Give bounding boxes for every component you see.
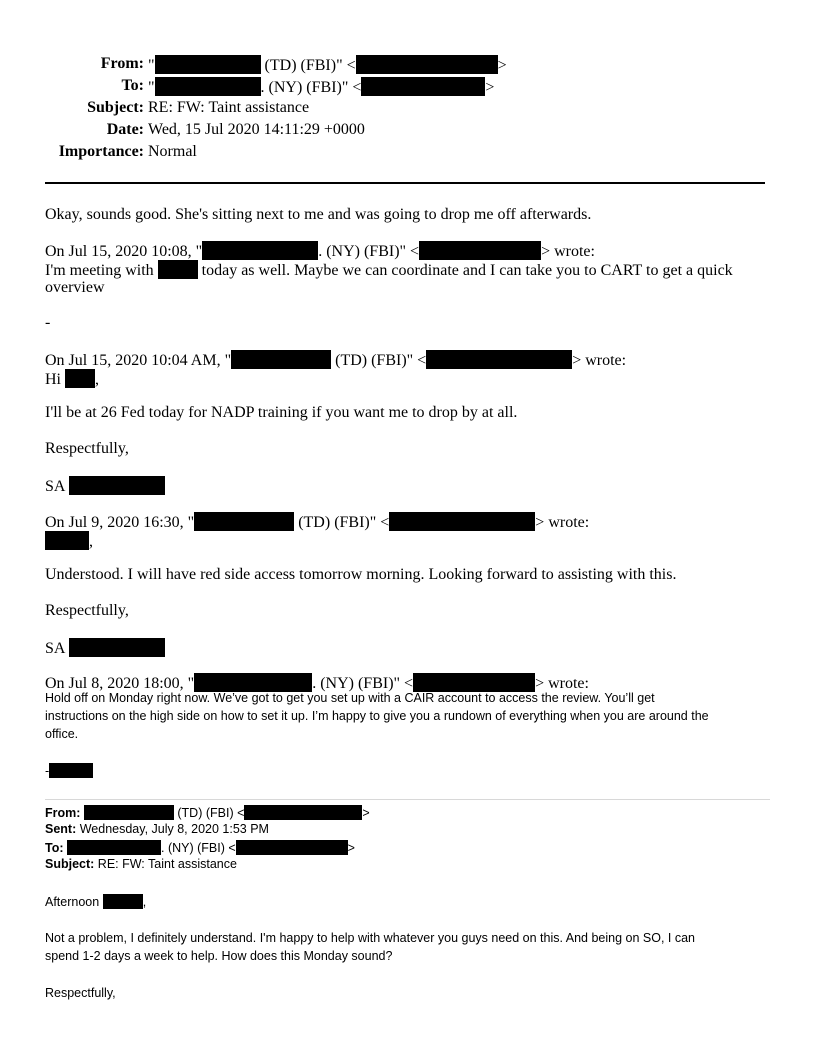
inner-to: To: . (NY) (FBI) < > bbox=[45, 841, 355, 855]
reply-text: Okay, sounds good. She's sitting next to me and was going to drop me off afterwards. bbox=[45, 206, 592, 223]
message-text: I'll be at 26 Fed today for NADP training if you want me to drop by at all. bbox=[45, 404, 518, 421]
redaction-block bbox=[426, 350, 572, 369]
message-divider bbox=[45, 799, 770, 800]
redaction-block bbox=[65, 369, 95, 388]
quote-header-2: On Jul 15, 2020 10:04 AM, " (TD) (FBI)" < > wrote: bbox=[45, 352, 627, 369]
redaction-block bbox=[84, 805, 174, 820]
quote-text-1: I'm meeting with today as well. Maybe we can coordinate and I can take you to CART to get a quick bbox=[45, 262, 733, 279]
quoted-text: Hold off on Monday right now. We’ve got to get you set up with a CAIR account to access the review. You’ll get bbox=[45, 691, 655, 705]
redaction-block bbox=[231, 350, 331, 369]
to-label: To: bbox=[121, 77, 144, 94]
message-text: Not a problem, I definitely understand. I'm happy to help with whatever you guys need on this. And being on SO, I can bbox=[45, 931, 695, 945]
redaction-block bbox=[194, 673, 312, 692]
redaction-block bbox=[158, 260, 198, 279]
subject-value: RE: FW: Taint assistance bbox=[148, 99, 310, 116]
redaction-block bbox=[413, 673, 535, 692]
message-text: Understood. I will have red side access tomorrow morning. Looking forward to assisting with this. bbox=[45, 566, 677, 583]
redaction-block bbox=[389, 512, 535, 531]
quote-text-1b: overview bbox=[45, 279, 105, 296]
greeting: Hi , bbox=[45, 371, 99, 388]
redaction-block bbox=[194, 512, 294, 531]
redaction-block bbox=[69, 476, 165, 495]
greeting: Afternoon , bbox=[45, 895, 147, 909]
quote-header-1: On Jul 15, 2020 10:08, " . (NY) (FBI)" < > wrote: bbox=[45, 243, 595, 260]
inner-from: From: (TD) (FBI) < > bbox=[45, 806, 370, 820]
redaction-block bbox=[236, 840, 348, 855]
inner-subject: Subject: RE: FW: Taint assistance bbox=[45, 857, 237, 871]
redaction-block bbox=[155, 77, 261, 96]
quoted-text: office. bbox=[45, 727, 79, 741]
quoted-text: instructions on the high side on how to set it up. I’m happy to give you a rundown of everything when you are around the bbox=[45, 709, 709, 723]
greeting: , bbox=[45, 531, 93, 551]
closing: Respectfully, bbox=[45, 440, 129, 457]
redaction-block bbox=[244, 805, 362, 820]
closing: Respectfully, bbox=[45, 986, 116, 1000]
header-divider bbox=[45, 182, 765, 184]
signature: SA bbox=[45, 476, 165, 496]
redaction-block bbox=[361, 77, 485, 96]
redaction-block bbox=[45, 531, 89, 550]
from-value: " (TD) (FBI)" < > bbox=[148, 57, 507, 74]
from-label: From: bbox=[100, 55, 144, 72]
subject-label: Subject: bbox=[87, 99, 144, 116]
redaction-block bbox=[419, 241, 541, 260]
redaction-block bbox=[69, 638, 165, 657]
message-text: spend 1-2 days a week to help. How does this Monday sound? bbox=[45, 949, 393, 963]
to-value: " . (NY) (FBI)" < > bbox=[148, 79, 495, 96]
redaction-block bbox=[356, 55, 498, 74]
signature-dash: - bbox=[45, 314, 51, 331]
inner-sent: Sent: Wednesday, July 8, 2020 1:53 PM bbox=[45, 822, 269, 836]
redaction-block bbox=[67, 840, 161, 855]
signature: SA bbox=[45, 638, 165, 658]
redaction-block bbox=[49, 763, 93, 778]
closing: Respectfully, bbox=[45, 602, 129, 619]
quote-header-3: On Jul 9, 2020 16:30, " (TD) (FBI)" < > wrote: bbox=[45, 514, 590, 531]
importance-value: Normal bbox=[148, 143, 197, 160]
redaction-block bbox=[155, 55, 261, 74]
date-label: Date: bbox=[106, 121, 144, 138]
redaction-block bbox=[103, 894, 143, 909]
redaction-block bbox=[202, 241, 318, 260]
quote-header-4: On Jul 8, 2020 18:00, " . (NY) (FBI)" < > wrote: bbox=[45, 675, 589, 692]
signature: - bbox=[45, 763, 93, 778]
importance-label: Importance: bbox=[58, 143, 144, 160]
date-value: Wed, 15 Jul 2020 14:11:29 +0000 bbox=[148, 121, 365, 138]
